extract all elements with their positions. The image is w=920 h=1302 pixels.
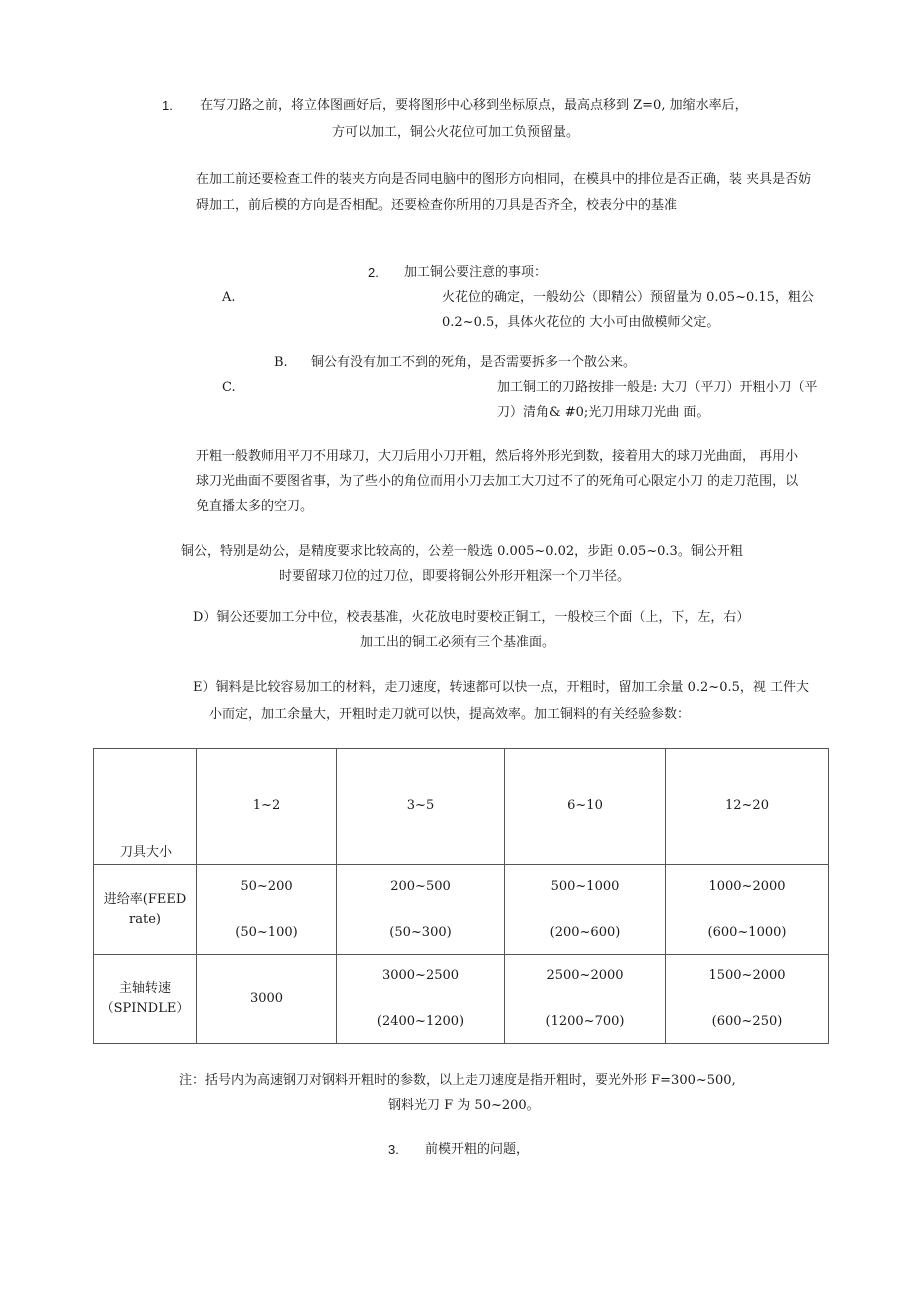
item-d-line-1: D）铜公还要加工分中位，校表基准，火花放电时要校正铜工，一般校三个面（上，下，左，右） [193, 610, 750, 625]
col-header-2: 3~5 [337, 749, 505, 865]
note-line-2: 钢料光刀 F 为 50~200。 [388, 1098, 540, 1113]
table-header-row [94, 749, 829, 865]
section-1-number: 1. [162, 98, 173, 113]
check-paragraph-line-1: 在加工前还要检查工件的装夹方向是否同电脑中的图形方向相同，在模具中的排位是否正确，装 夹具是否妨 [196, 172, 812, 187]
spindle-label-cell [94, 955, 197, 1044]
feed-cell-3 [505, 865, 666, 955]
spindle-value: 1500~2000 [708, 968, 786, 983]
cutting-parameters-table [93, 748, 829, 1044]
section-2-title: 加工铜公要注意的事项： [404, 265, 548, 280]
spindle-value: 2500~2000 [546, 968, 624, 983]
spindle-cell-2 [337, 955, 505, 1044]
item-c-line-1: 加工铜工的刀路按排一般是: 大刀（平刀）开粗小刀（平 [497, 380, 818, 395]
spindle-label-line-2: （SPINDLE） [100, 1001, 190, 1016]
rough-paragraph-line-1: 开粗一般教师用平刀不用球刀，大刀后用小刀开粗，然后将外形光到数，接着用大的球刀光曲面， 再用小 [196, 449, 799, 464]
feed-cell-2 [337, 865, 505, 955]
section-3-title: 前模开粗的问题， [425, 1142, 530, 1157]
spindle-value-hss: (1200~700) [545, 1014, 625, 1029]
table-corner-cell [94, 749, 197, 865]
feed-value: 1000~2000 [708, 878, 786, 894]
feed-label-cell [94, 865, 197, 955]
col-header-1: 1~2 [197, 749, 337, 865]
note-line-1: 注：括号内为高速钢刀对钢料开粗时的参数，以上走刀速度是指开粗时，要光外形 F=300~500, [179, 1073, 736, 1088]
feed-value-hss: (50~100) [235, 924, 298, 940]
section-3-number: 3. [388, 1142, 399, 1157]
table-row-feed [94, 865, 829, 955]
feed-value: 50~200 [240, 878, 293, 894]
spindle-label-line-1: 主轴转速 [118, 981, 171, 996]
tolerance-paragraph-line-1: 铜公，特别是幼公，是精度要求比较高的，公差一般选 0.005~0.02，步距 0.05~0.3。铜公开粗 [181, 544, 743, 559]
spindle-value: 3000~2500 [381, 968, 460, 983]
spindle-value-hss: (2400~1200) [376, 1014, 465, 1029]
feed-cell-4 [666, 865, 829, 955]
table-corner-label: 刀具大小 [120, 845, 173, 860]
item-a-line-2: 0.2~0.5，具体火花位的 大小可由做模师父定。 [442, 315, 720, 330]
spindle-value: 3000 [249, 991, 284, 1006]
item-c-line-2: 刀）清角& #0;光刀用球刀光曲 面。 [497, 405, 710, 420]
spindle-cell-1 [197, 955, 337, 1044]
item-e-line-2: 小而定，加工余量大，开粗时走刀就可以快，提高效率。加工铜料的有关经验参数： [209, 707, 691, 722]
rough-paragraph-line-2: 球刀光曲面不要图省事，为了些小的角位而用小刀去加工大刀过不了的死角可心限定小刀 的走刀范围，以 [196, 474, 799, 489]
feed-value: 500~1000 [550, 878, 620, 894]
section-1-line-2: 方可以加工，铜公火花位可加工负预留量。 [332, 125, 580, 140]
item-a-line-1: 火花位的确定，一般幼公（即精公）预留量为 0.05~0.15，粗公 [442, 290, 814, 305]
table-row-spindle [94, 955, 829, 1044]
feed-label-line-1: 进给率(FEED [103, 891, 187, 907]
item-c-label: C. [222, 380, 236, 395]
spindle-cell-4 [666, 955, 829, 1044]
tolerance-paragraph-line-2: 时要留球刀位的过刀位，即要将铜公外形开粗深一个刀半径。 [279, 569, 631, 584]
feed-cell-1 [197, 865, 337, 955]
col-header-4: 12~20 [666, 749, 829, 865]
item-e-line-1: E）铜料是比较容易加工的材料，走刀速度，转速都可以快一点，开粗时，留加工余量 0.2~0.5，视 工件大 [193, 680, 809, 695]
spindle-value-hss: (600~250) [711, 1014, 783, 1029]
item-b-label: B. [274, 355, 288, 370]
feed-value-hss: (600~1000) [707, 924, 787, 940]
check-paragraph-line-2: 碍加工，前后模的方向是否相配。还要检查你所用的刀具是否齐全，校表分中的基准 [196, 198, 678, 213]
rough-paragraph-line-3: 免直播太多的空刀。 [196, 499, 314, 514]
item-b-text: 铜公有没有加工不到的死角，是否需要拆多一个散公来。 [311, 355, 637, 370]
item-a-label: A. [222, 290, 236, 305]
spindle-cell-3 [505, 955, 666, 1044]
section-1-line-1: 在写刀路之前，将立体图画好后，要将图形中心移到坐标原点，最高点移到 Z=0, 加缩水率后， [200, 98, 748, 113]
feed-label-line-2: rate) [129, 911, 161, 927]
feed-value: 200~500 [390, 878, 451, 894]
section-2-number: 2. [368, 265, 379, 280]
feed-value-hss: (200~600) [549, 924, 621, 940]
feed-value-hss: (50~300) [389, 924, 452, 940]
col-header-3: 6~10 [505, 749, 666, 865]
item-d-line-2: 加工出的铜工必须有三个基准面。 [360, 635, 556, 650]
